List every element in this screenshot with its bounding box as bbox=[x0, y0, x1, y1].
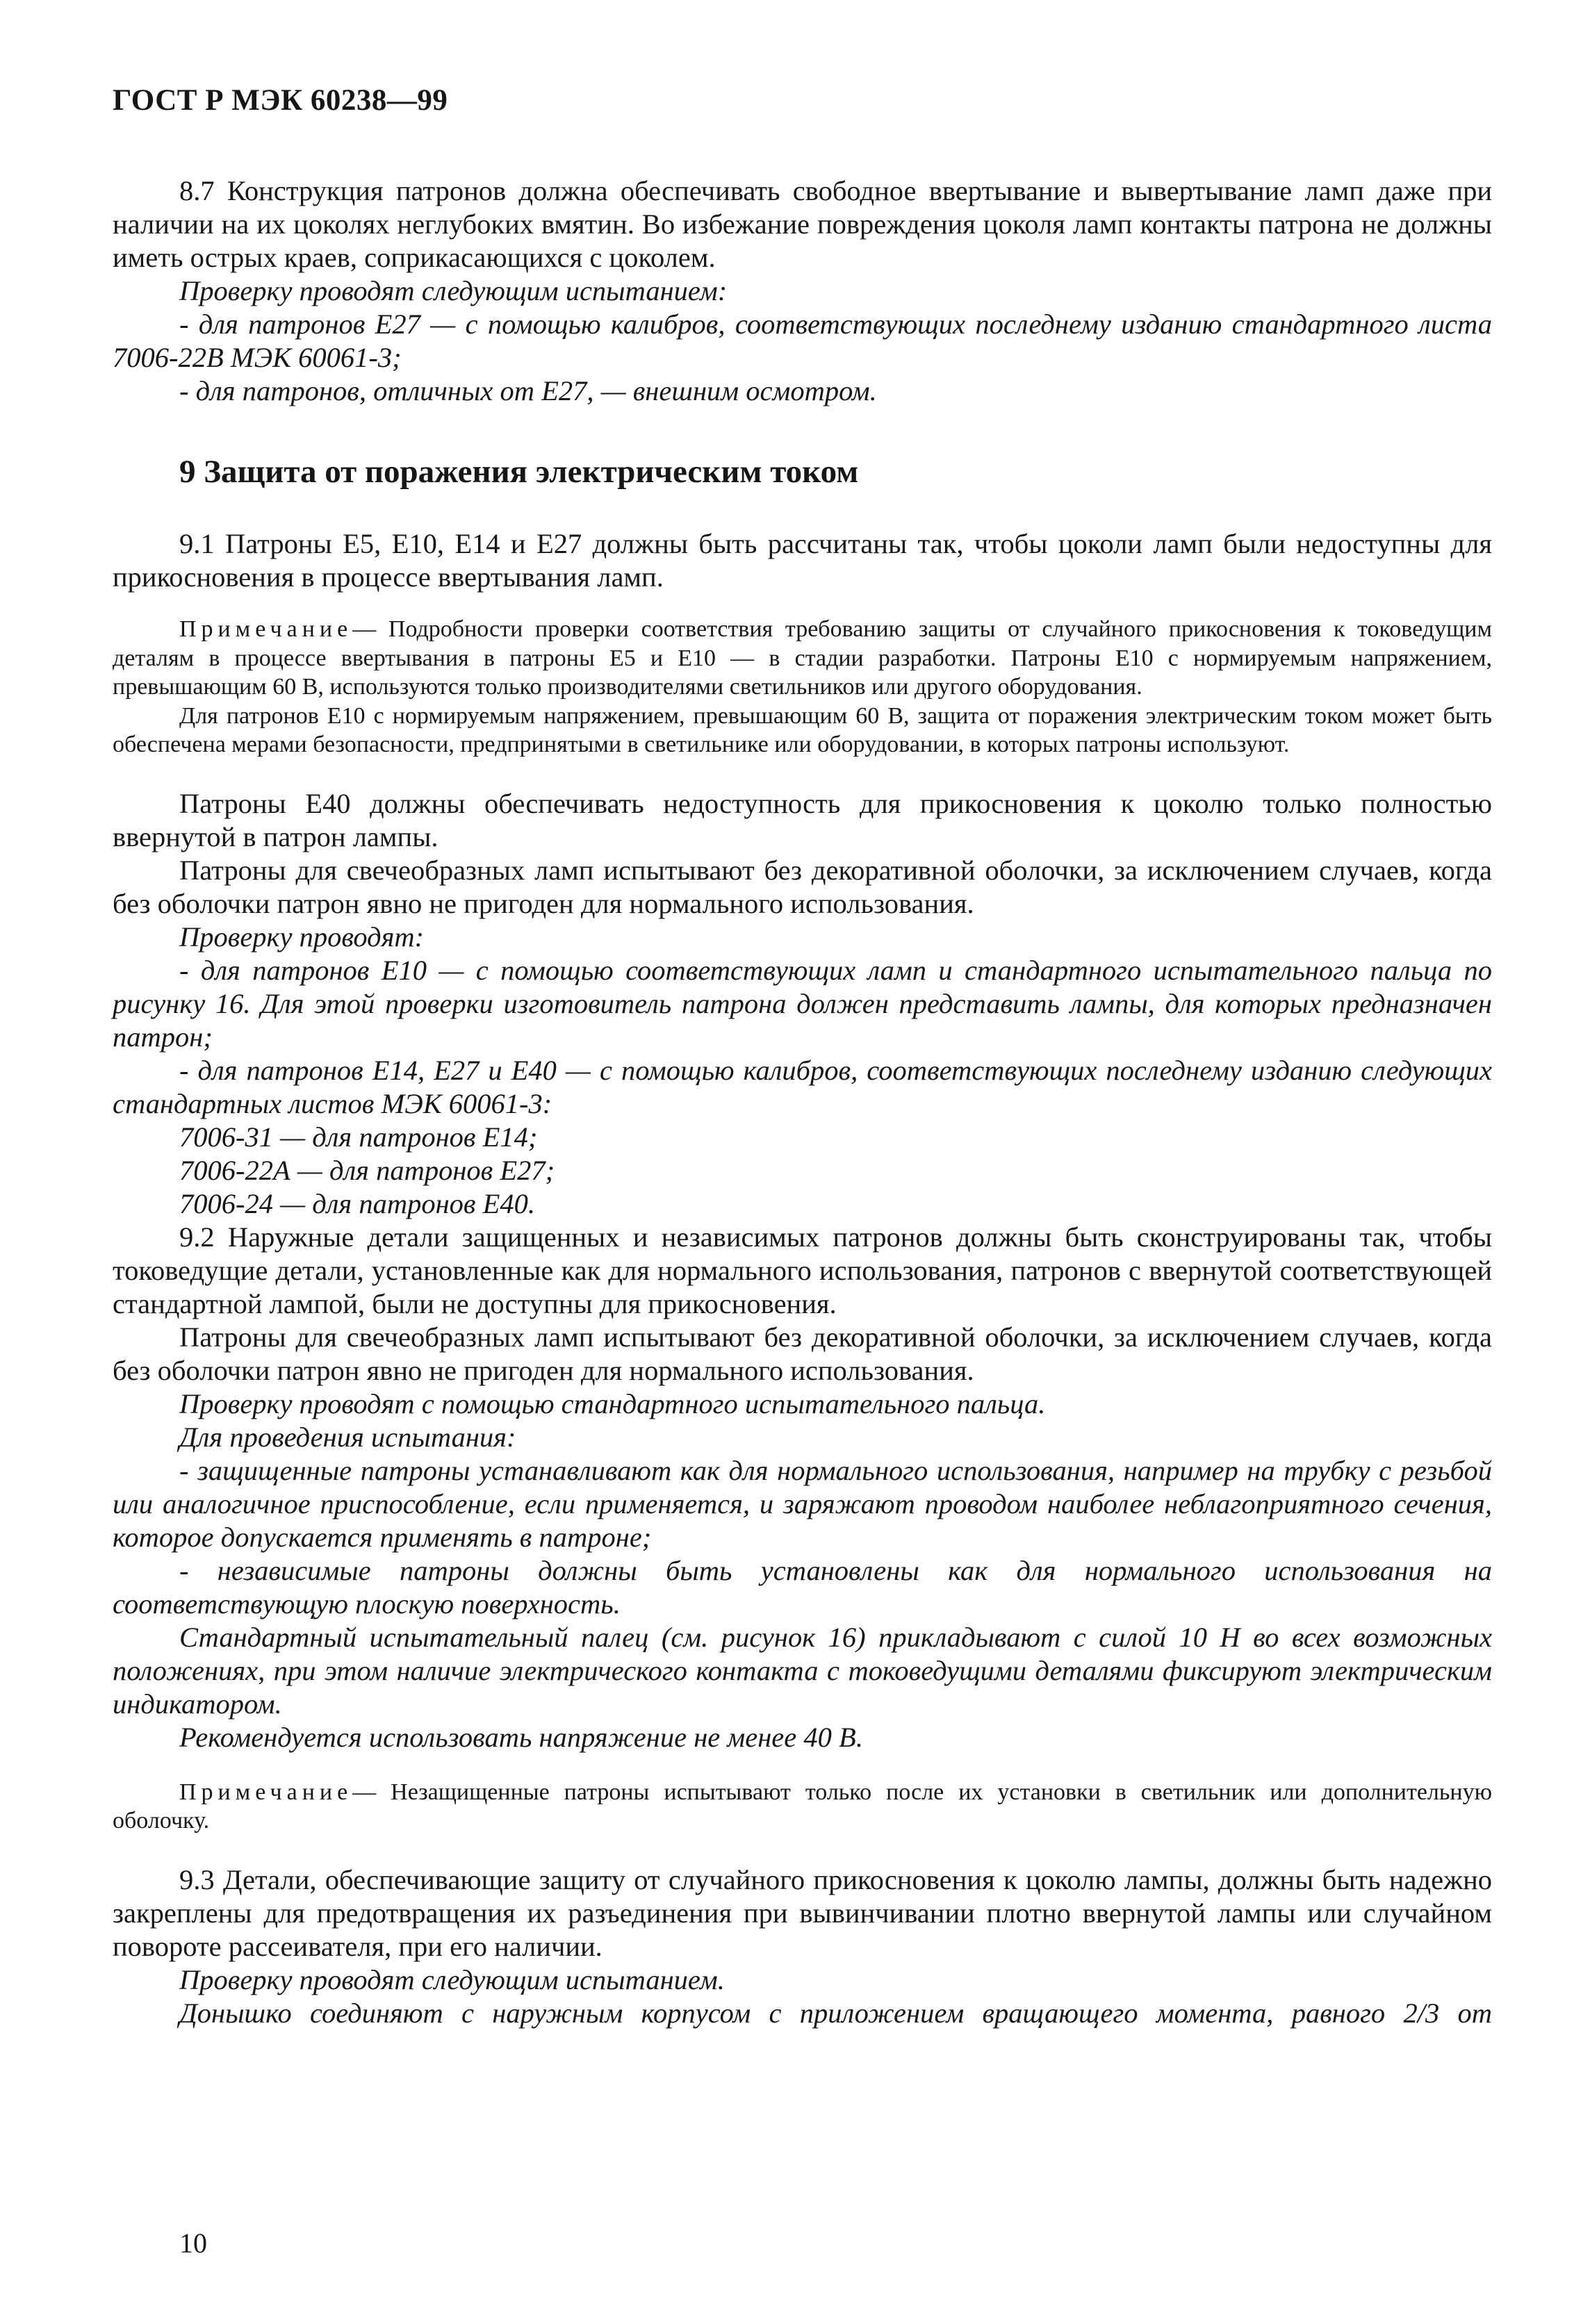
test-intro: Для проведения испытания: bbox=[179, 1421, 516, 1453]
note-1-paragraph bbox=[113, 615, 1492, 702]
check-intro-4: Проверку проводят следующим испытанием. bbox=[179, 1963, 725, 1995]
page-number: 10 bbox=[179, 2227, 207, 2259]
note-2-label: Примечание bbox=[179, 1779, 353, 1805]
check-intro-3: Проверку проводят с помощью стандартного испытательного пальца. bbox=[179, 1387, 1046, 1419]
note-1-paragraph-2: Для патронов Е10 с нормируемым напряжением, превышающим 60 В, защита от поражения электрическим током может быть обеспечена мерами безопасности, предпринятыми в светильнике или оборудовании, в которых патроны используют. bbox=[113, 702, 1492, 757]
paragraph-8-7: 8.7 Конструкция патронов должна обеспечивать свободное ввертывание и вывертывание ламп даже при наличии на их цоколях неглубоких вмятин. Во избежание повреждения цоколя ламп контакты патрона не должны иметь острых краев, соприкасающихся с цоколем. bbox=[113, 175, 1492, 273]
sheet-e14: 7006-31 — для патронов Е14; bbox=[179, 1121, 538, 1153]
list-item-other: - для патронов, отличных от Е27, — внешним осмотром. bbox=[179, 375, 877, 406]
section-heading: 9 Защита от поражения электрическим током bbox=[179, 454, 859, 490]
paragraph-candle-2: Патроны для свечеобразных ламп испытывают без декоративной оболочки, за исключением случаев, когда без оболочки патрон явно не пригоден для нормального использования. bbox=[113, 1321, 1492, 1386]
note-2-text: — Незащищенные патроны испытывают только после их установки в светильник или дополнительную оболочку. bbox=[113, 1779, 1492, 1833]
check-intro: Проверку проводят следующим испытанием: bbox=[179, 275, 728, 306]
note-2 bbox=[113, 1778, 1492, 1836]
paragraph-finger: Стандартный испытательный палец (см. рисунок 16) прикладывают с силой 10 Н во всех возможных положениях, при этом наличие электрического контакта с токоведущими деталями фиксируют электрическим индикатором. bbox=[113, 1621, 1492, 1720]
note-1 bbox=[113, 615, 1492, 759]
list-item-e27: - для патронов Е27 — с помощью калибров, соответствующих последнему изданию стандартного листа 7006-22В МЭК 60061-3; bbox=[113, 308, 1492, 373]
note-label: Примечание bbox=[179, 616, 353, 642]
paragraph-candle-1: Патроны для свечеобразных ламп испытывают без декоративной оболочки, за исключением случаев, когда без оболочки патрон явно не пригоден для нормального использования. bbox=[113, 854, 1492, 919]
list-item-e14: - для патронов Е14, Е27 и Е40 — с помощью калибров, соответствующих последнему изданию следующих стандартных листов МЭК 60061-3: bbox=[113, 1054, 1492, 1119]
list-item-e10: - для патронов Е10 — с помощью соответствующих ламп и стандартного испытательного пальца по рисунку 16. Для этой проверки изготовитель патрона должен представить лампы, для которых предназначен патрон; bbox=[113, 954, 1492, 1053]
paragraph-voltage: Рекомендуется использовать напряжение не менее 40 В. bbox=[179, 1721, 863, 1753]
list-item-independent: - независимые патроны должны быть установлены как для нормального использования на соответствующую плоскую поверхность. bbox=[113, 1554, 1492, 1620]
paragraph-9-3: 9.3 Детали, обеспечивающие защиту от случайного прикосновения к цоколю лампы, должны быть надежно закреплены для предотвращения их разъединения при вывинчивании плотно ввернутой лампы или случайном повороте рассеивателя, при его наличии. bbox=[113, 1863, 1492, 1962]
sheet-e40: 7006-24 — для патронов Е40. bbox=[179, 1187, 536, 1219]
paragraph-e40: Патроны Е40 должны обеспечивать недоступность для прикосновения к цоколю только полностью ввернутой в патрон лампы. bbox=[113, 787, 1492, 852]
sheet-e27: 7006-22А — для патронов Е27; bbox=[179, 1154, 555, 1186]
document-page bbox=[113, 83, 1492, 2030]
check-intro-2: Проверку проводят: bbox=[179, 921, 425, 953]
document-header: ГОСТ Р МЭК 60238—99 bbox=[113, 84, 448, 117]
note-1-text: — Подробности проверки соответствия требованию защиты от случайного прикосновения к токоведущим деталям в процессе ввертывания в патроны Е5 и Е10 — в стадии разработки. Патроны Е10 с нормируемым напряжением, превышающим 60 В, используются только производителями светильников или другого оборудования. bbox=[113, 616, 1492, 700]
paragraph-last-line: Донышко соединяют с наружным корпусом с приложением вращающего момента, равного 2/3 от bbox=[179, 1997, 1492, 2029]
paragraph-9-1: 9.1 Патроны Е5, Е10, Е14 и Е27 должны быть рассчитаны так, чтобы цоколи ламп были недоступны для прикосновения в процессе ввертывания ламп. bbox=[113, 528, 1492, 593]
paragraph-9-2: 9.2 Наружные детали защищенных и независимых патронов должны быть сконструированы так, чтобы токоведущие детали, установленные как для нормального использования, патронов с ввернутой соответствующей стандартной лампой, были не доступны для прикосновения. bbox=[113, 1221, 1492, 1319]
list-item-protected: - защищенные патроны устанавливают как для нормального использования, например на трубку с резьбой или аналогичное приспособление, если применяется, и заряжают проводом наиболее неблагоприятного сечения, которое допускается применять в патроне; bbox=[113, 1454, 1492, 1553]
note-2-paragraph bbox=[113, 1778, 1492, 1836]
